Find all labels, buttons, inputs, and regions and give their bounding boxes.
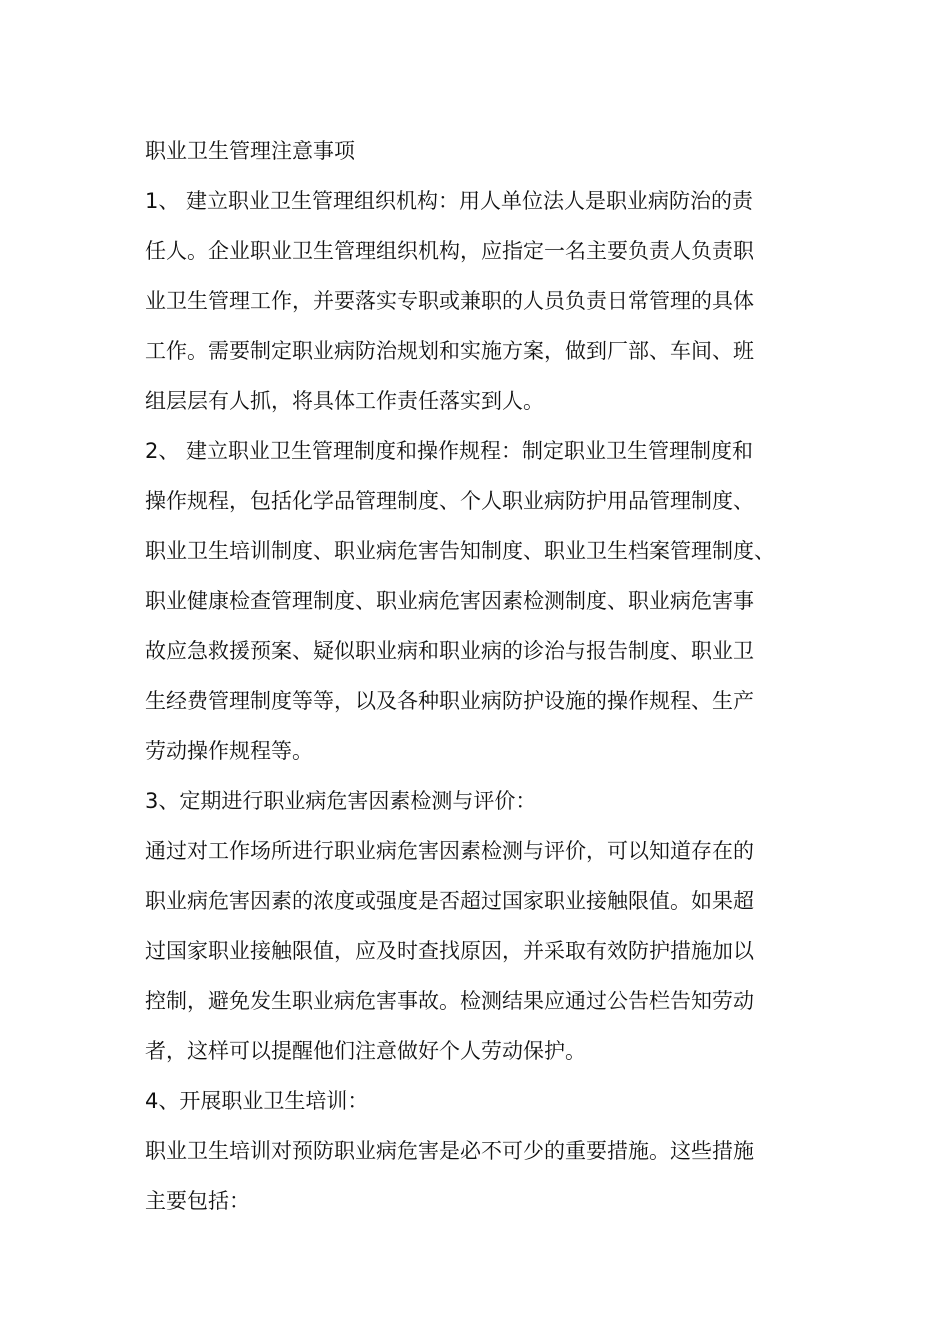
text-line: 1、 建立职业卫生管理组织机构：用人单位法人是职业病防治的责: [145, 189, 754, 213]
text-line: 主要包括：: [145, 1189, 250, 1213]
text-line: 职业卫生培训对预防职业病危害是必不可少的重要措施。这些措施: [145, 1139, 754, 1163]
text-line: 2、 建立职业卫生管理制度和操作规程：制定职业卫生管理制度和: [145, 439, 754, 463]
text-line: 职业病危害因素的浓度或强度是否超过国家职业接触限值。如果超: [145, 889, 754, 913]
text-line: 劳动操作规程等。: [145, 739, 313, 763]
document-title: 职业卫生管理注意事项: [145, 139, 355, 163]
text-line: 者，这样可以提醒他们注意做好个人劳动保护。: [145, 1039, 586, 1063]
text-line: 职业健康检查管理制度、职业病危害因素检测制度、职业病危害事: [145, 589, 754, 613]
text-line: 通过对工作场所进行职业病危害因素检测与评价，可以知道存在的: [145, 839, 754, 863]
text-line: 职业卫生培训制度、职业病危害告知制度、职业卫生档案管理制度、: [145, 539, 775, 563]
text-line: 控制，避免发生职业病危害事故。检测结果应通过公告栏告知劳动: [145, 989, 754, 1013]
text-line: 生经费管理制度等等，以及各种职业病防护设施的操作规程、生产: [145, 689, 754, 713]
text-line: 过国家职业接触限值，应及时查找原因，并采取有效防护措施加以: [145, 939, 754, 963]
text-line: 故应急救援预案、疑似职业病和职业病的诊治与报告制度、职业卫: [145, 639, 754, 663]
section-heading: 3、定期进行职业病危害因素检测与评价：: [145, 789, 537, 813]
document-body: [145, 126, 815, 1226]
text-line: 任人。企业职业卫生管理组织机构，应指定一名主要负责人负责职: [145, 239, 754, 263]
text-line: 工作。需要制定职业病防治规划和实施方案，做到厂部、车间、班: [145, 339, 754, 363]
text-line: 业卫生管理工作，并要落实专职或兼职的人员负责日常管理的具体: [145, 289, 754, 313]
text-line: 组层层有人抓，将具体工作责任落实到人。: [145, 389, 544, 413]
text-line: 操作规程，包括化学品管理制度、个人职业病防护用品管理制度、: [145, 489, 754, 513]
section-heading: 4、开展职业卫生培训：: [145, 1089, 369, 1113]
